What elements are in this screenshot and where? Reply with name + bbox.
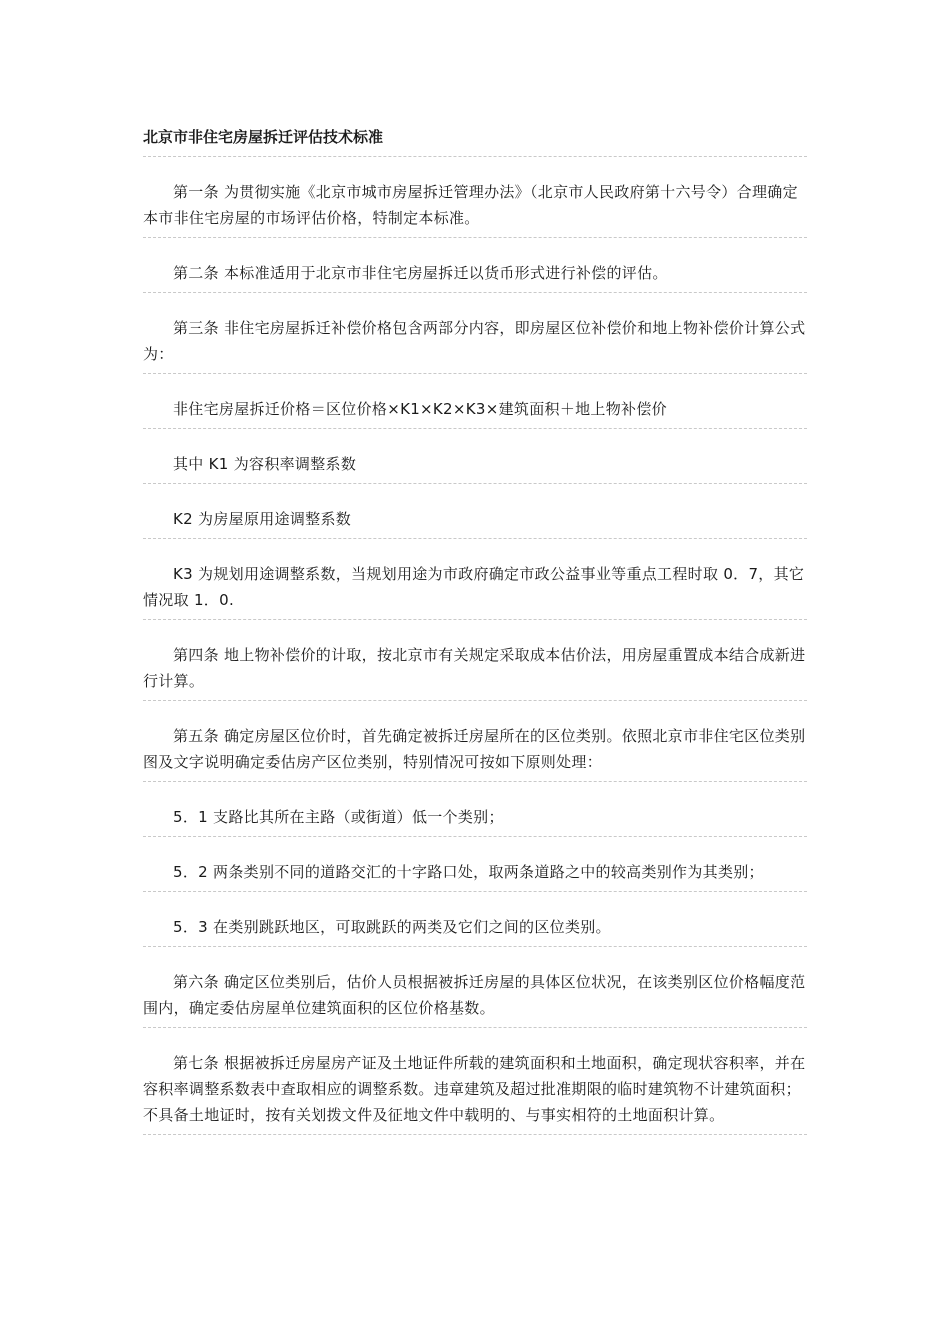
paragraph-article-6: 第六条 确定区位类别后，估价人员根据被拆迁房屋的具体区位状况，在该类别区位价格幅度范围内，确定委估房屋单位建筑面积的区位价格基数。 [143,973,806,1017]
document-title: 北京市非住宅房屋拆迁评估技术标准 [143,128,384,146]
paragraph-rule-5-1: 5．1 支路比其所在主路（或街道）低一个类别； [173,808,504,826]
paragraph-rule-5-2: 5．2 两条类别不同的道路交汇的十字路口处，取两条道路之中的较高类别作为其类别； [173,863,764,881]
paragraph-article-3: 第三条 非住宅房屋拆迁补偿价格包含两部分内容，即房屋区位补偿价和地上物补偿价计算公式为： [143,319,806,363]
separator [143,1134,807,1135]
paragraph-article-4: 第四条 地上物补偿价的计取，按北京市有关规定采取成本估价法，用房屋重置成本结合成新进行计算。 [143,646,806,690]
paragraph-k1: 其中 K1 为容积率调整系数 [173,455,357,473]
paragraph-article-2: 第二条 本标准适用于北京市非住宅房屋拆迁以货币形式进行补偿的评估。 [173,264,668,282]
paragraph-formula: 非住宅房屋拆迁价格＝区位价格×K1×K2×K3×建筑面积＋地上物补偿价 [173,400,667,418]
document-body [143,118,807,1135]
paragraph-article-1: 第一条 为贯彻实施《北京市城市房屋拆迁管理办法》（北京市人民政府第十六号令）合理确定本市非住宅房屋的市场评估价格，特制定本标准。 [143,183,798,227]
paragraph-rule-5-3: 5．3 在类别跳跃地区，可取跳跃的两类及它们之间的区位类别。 [173,918,611,936]
paragraph-k3: K3 为规划用途调整系数，当规划用途为市政府确定市政公益事业等重点工程时取 0．7，其它情况取 1．0. [143,565,805,609]
paragraph-article-7: 第七条 根据被拆迁房屋房产证及土地证件所载的建筑面积和土地面积，确定现状容积率，并在容积率调整系数表中查取相应的调整系数。违章建筑及超过批准期限的临时建筑物不计建筑面积；不具备土地证时，按有关划拨文件及征地文件中载明的、与事实相符的土地面积计算。 [143,1054,806,1124]
paragraph-article-5: 第五条 确定房屋区位价时，首先确定被拆迁房屋所在的区位类别。依照北京市非住宅区位类别图及文字说明确定委估房产区位类别，特别情况可按如下原则处理： [143,727,806,771]
paragraph-k2: K2 为房屋原用途调整系数 [173,510,352,528]
